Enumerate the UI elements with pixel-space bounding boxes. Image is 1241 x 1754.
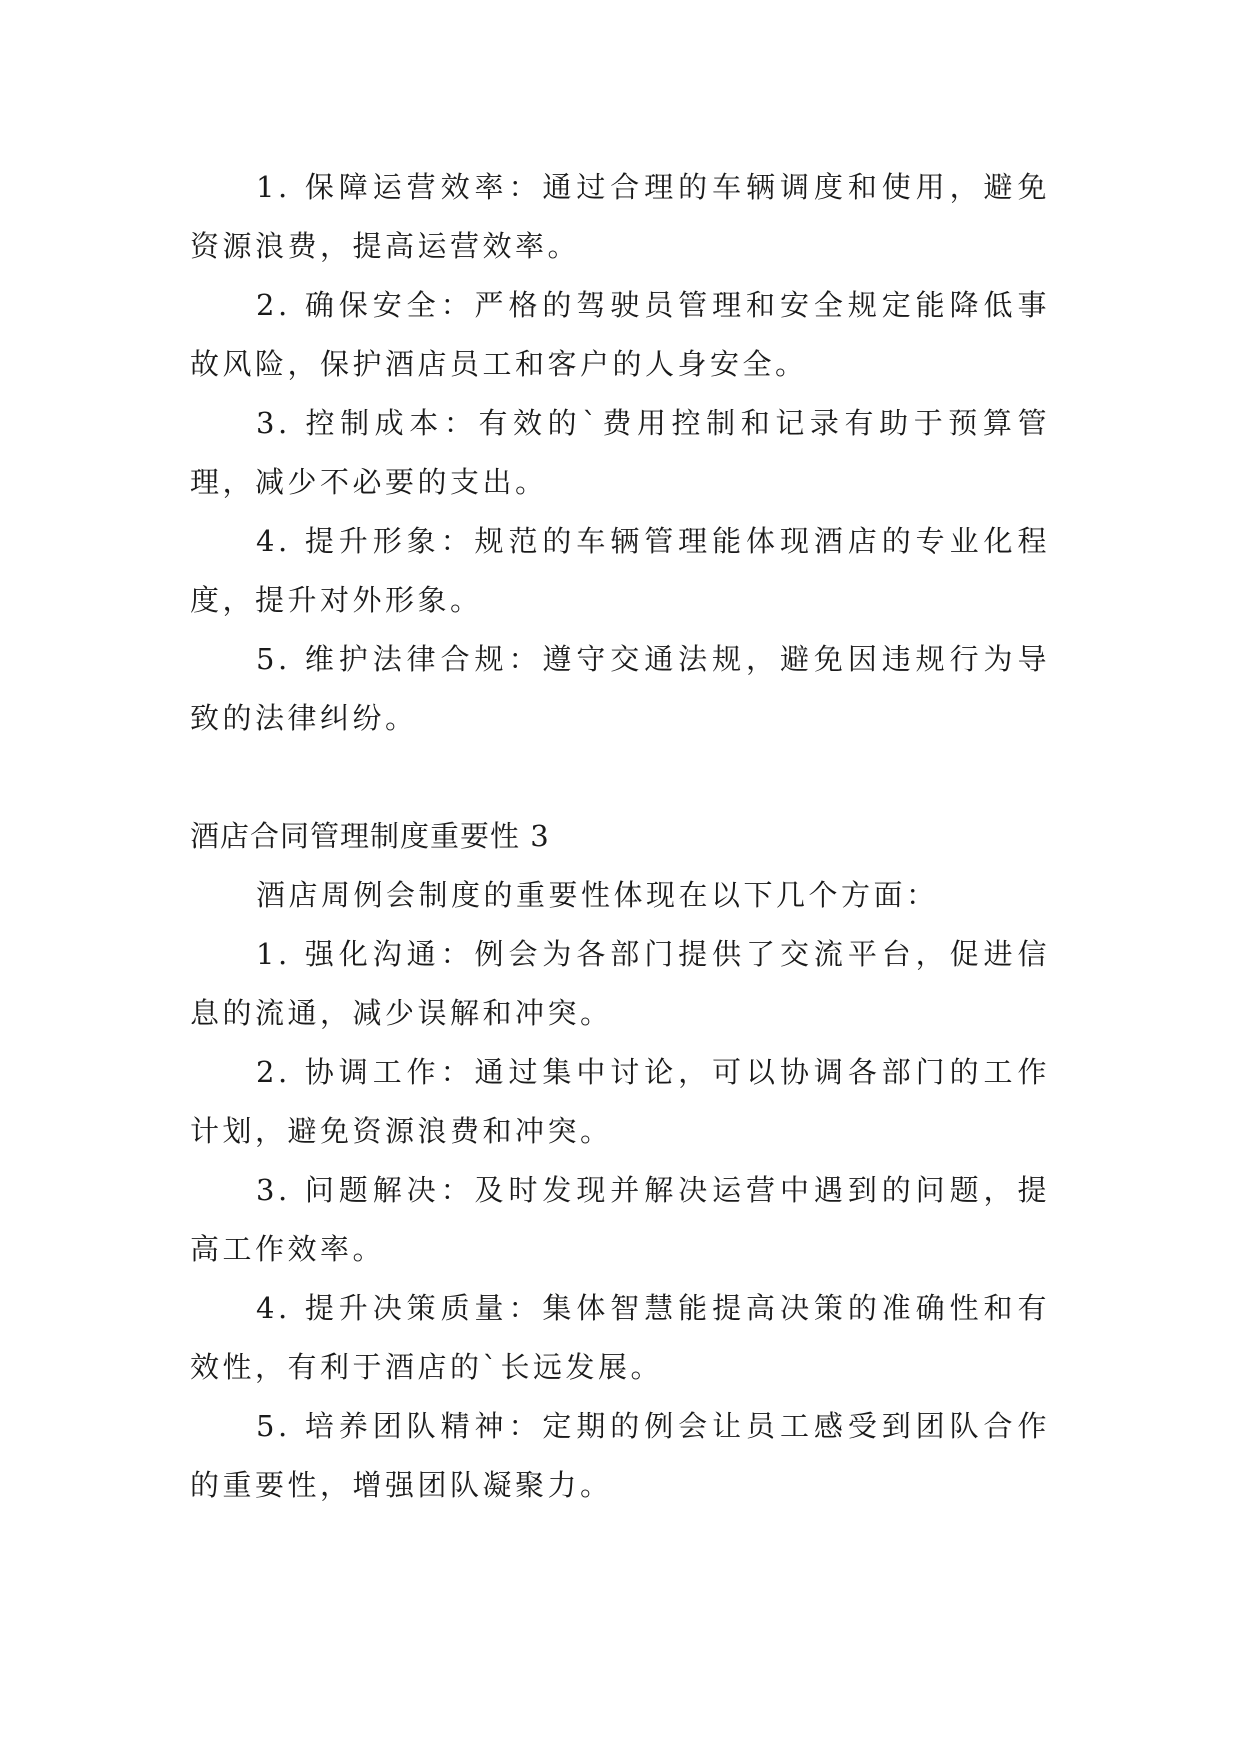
list-item: 1. 强化沟通：例会为各部门提供了交流平台，促进信息的流通，减少误解和冲突。 (190, 937, 1050, 1030)
section-spacer (190, 748, 1050, 807)
list-item: 2. 确保安全：严格的驾驶员管理和安全规定能降低事故风险，保护酒店员工和客户的人身安全。 (190, 288, 1050, 381)
list-item: 4. 提升形象：规范的车辆管理能体现酒店的专业化程度，提升对外形象。 (190, 524, 1050, 617)
document-body (190, 158, 1050, 1515)
list-item: 3. 控制成本：有效的`费用控制和记录有助于预算管理，减少不必要的支出。 (190, 406, 1050, 499)
list-item: 4. 提升决策质量：集体智慧能提高决策的准确性和有效性，有利于酒店的`长远发展。 (190, 1291, 1050, 1384)
list-item: 5. 培养团队精神：定期的例会让员工感受到团队合作的重要性，增强团队凝聚力。 (190, 1409, 1050, 1502)
list-item: 1. 保障运营效率：通过合理的车辆调度和使用，避免资源浪费，提高运营效率。 (190, 170, 1050, 263)
section-intro: 酒店周例会制度的重要性体现在以下几个方面： (256, 878, 939, 912)
section-heading: 酒店合同管理制度重要性 3 (190, 819, 550, 853)
list-item: 3. 问题解决：及时发现并解决运营中遇到的问题，提高工作效率。 (190, 1173, 1050, 1266)
list-item: 5. 维护法律合规：遵守交通法规，避免因违规行为导致的法律纠纷。 (190, 642, 1050, 735)
list-item: 2. 协调工作：通过集中讨论，可以协调各部门的工作计划，避免资源浪费和冲突。 (190, 1055, 1050, 1148)
